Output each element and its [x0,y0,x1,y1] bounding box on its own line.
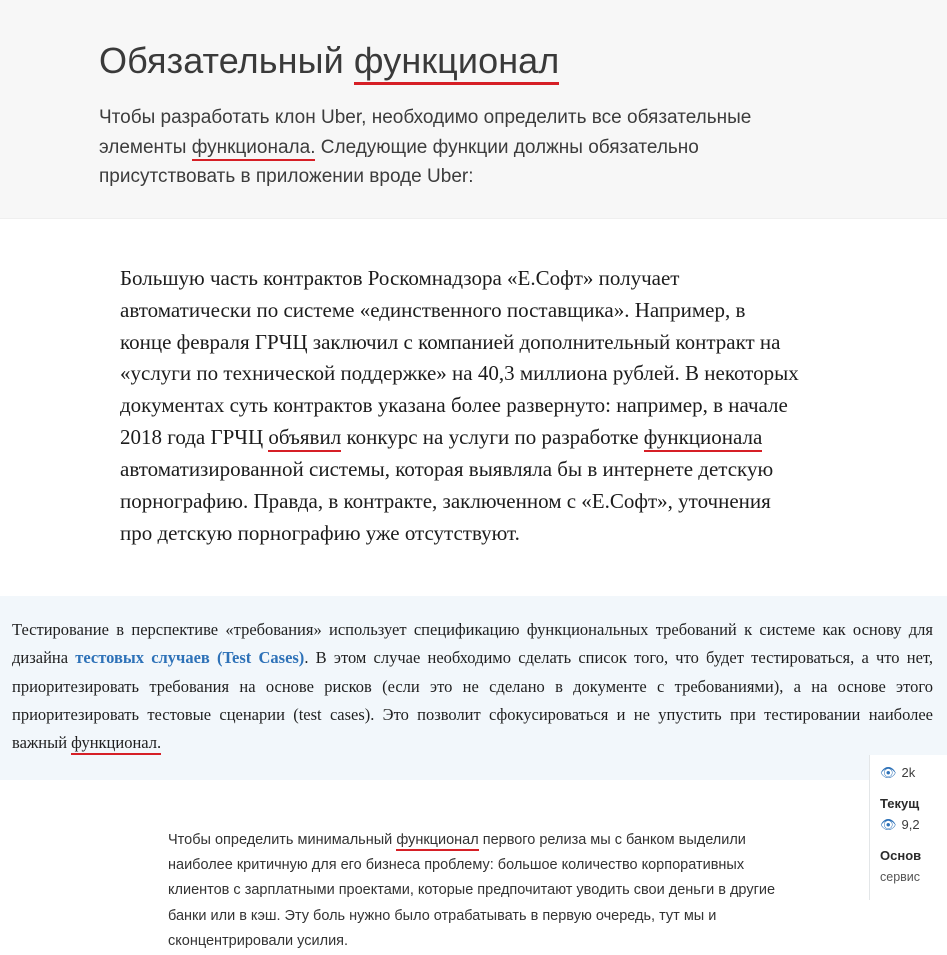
intro-paragraph-part2: Следующие функции должны обязательно присутствовать в приложении вроде Uber: [99,136,699,188]
bottom-part2: первого релиза мы с банком выделили наиболее критичную для его бизнеса проблему: большое количество корпоративных клиентов с зарплатными проектами, которые предпочитают уводить свои деньги в другие банки или в кэш. Эту боль нужно было отрабатывать в первую очередь, тут мы и сконцентрировали усилия. [168,831,776,950]
intro-paragraph-part1: Чтобы разработать клон Uber, необходимо определить все обязательные элементы [99,107,752,158]
serif-paragraph [120,263,800,550]
intro-keyword: функционала. [191,136,316,158]
right-stats-rail [869,755,947,900]
rail-bottom-label: Основ [880,848,922,863]
serif-part1: Большую часть контрактов Роскомнадзора «Е.Софт» получает автоматически по системе «единственного поставщика». Например, в конце февраля ГРЧЦ заключил с компанией дополнительный контракт на «услуги по технической поддержке» на 40,3 миллиона рублей. В некоторых документах суть контрактов указана более развернуто: например, в начале 2018 года ГРЧЦ [120,265,799,450]
rail-bottom-sub: сервис [880,870,921,884]
views-row-top [880,765,947,780]
page-title [99,40,867,81]
serif-article-section [0,219,947,596]
bottom-section [0,780,947,955]
testing-paragraph [12,616,933,758]
intro-section [0,0,947,219]
intro-paragraph [99,103,839,191]
testing-keyword: функционал. [71,733,162,753]
views-row-second [880,817,947,832]
serif-keyword-obyavil: объявил [268,425,342,450]
serif-part3: автоматизированной системы, которая выявляла бы в интернете детскую порнографию. Правда, в контракте, заключенном с «Е.Софт», уточнения про детскую порнографию уже отсутствуют. [120,457,774,545]
bottom-keyword: функционал [396,831,479,848]
testing-part2: . В этом случае необходимо сделать список того, что будет тестироваться, а что нет, приоритезировать требования на основе рисков (если это не сделано в документе с требованиями), а на основе этого приоритезировать тестовые сценарии (test cases). Это позволит сфокусироваться и не упустить при тестировании наиболее важный [12,648,933,753]
views-count-top: 2k [901,765,916,780]
rail-section-label: Текущ [880,796,920,811]
serif-keyword-funkcional: функционала [643,425,763,450]
eye-icon-second: 👁 [880,817,897,832]
bottom-paragraph [168,828,807,955]
test-cases-link[interactable]: тестовых случаев (Test Cases) [75,648,305,668]
testing-part1: Тестирование в перспективе «требования» использует спецификацию функциональных требований к системе как основу для дизайна [12,619,933,668]
eye-icon: 👁 [880,765,897,780]
page-title-prefix: Обязательный [99,40,354,81]
views-count-second: 9,2 [901,817,920,832]
serif-part2: конкурс на услуги по разработке [341,425,644,450]
page-title-keyword: функционал [353,40,560,81]
bottom-part1: Чтобы определить минимальный [168,831,397,848]
testing-section [0,596,947,780]
